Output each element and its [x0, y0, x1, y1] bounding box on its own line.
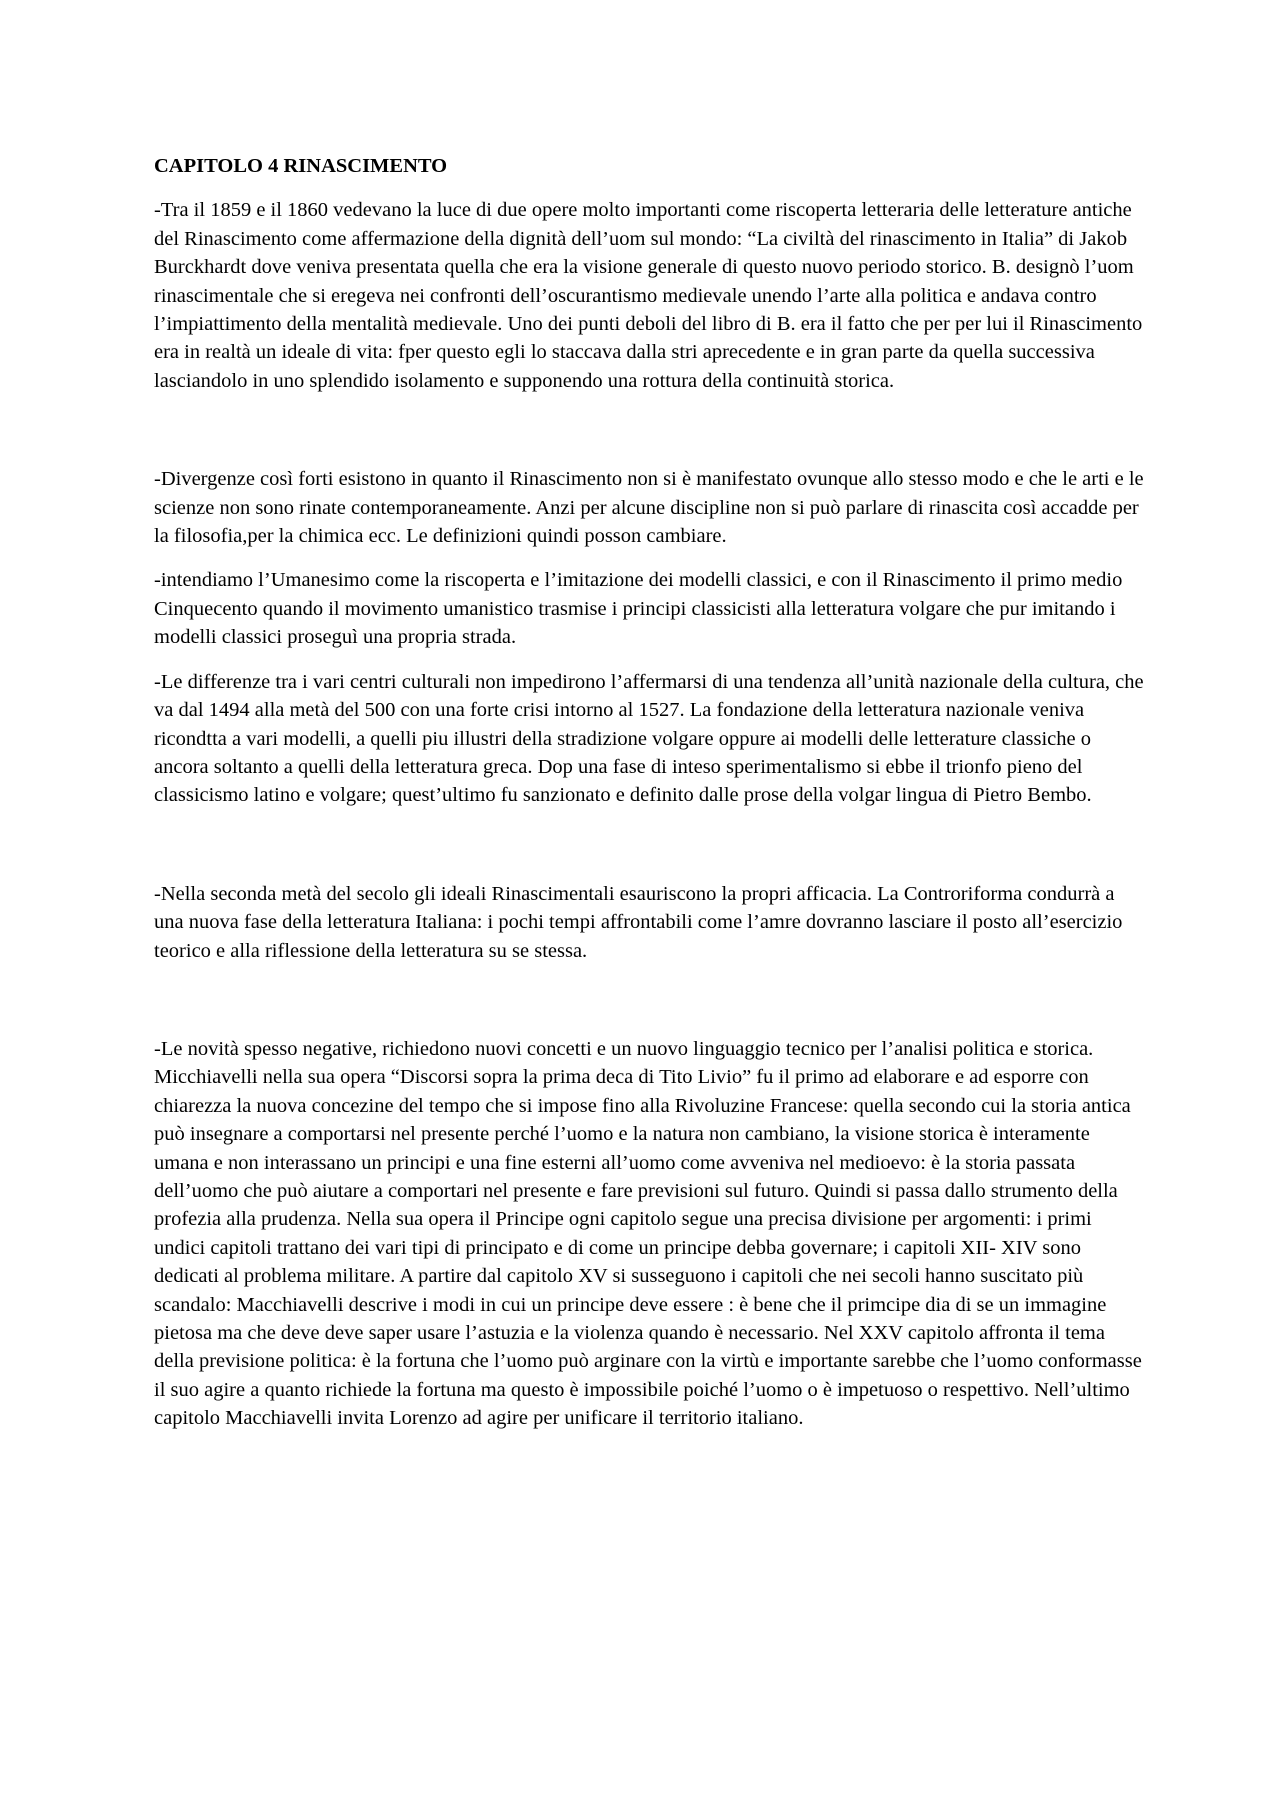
paragraph-machiavelli: -Le novità spesso negative, richiedono nuovi concetti e un nuovo linguaggio tecnico per l’analisi politica e storica. Micchiavelli nella sua opera “Discorsi sopra la prima deca di Tito Livio” fu il primo ad elaborare e ad esporre con chiarezza la nuova concezine del tempo che si impose fino alla Rivoluzine Francese: quella secondo cui la storia antica può insegnare a comportarsi nel presente perché l’uomo e la natura non cambiano, la visione storica è interamente umana e non interassano un principi e una fine esterni all’uomo come avveniva nel medioevo: è la storia passata dell’uomo che può aiutare a comportari nel presente e fare previsioni sul futuro. Quindi si passa dallo strumento della profezia alla prudenza. Nella sua opera il Principe ogni capitolo segue una precisa divisione per argomenti: i primi undici capitoli trattano dei vari tipi di principato e di come un principe debba governare; i capitoli XII- XIV sono dedicati al problema militare. A partire dal capitolo XV si susseguono i capitoli che nei secoli hanno suscitato più scandalo: Macchiavelli descrive i modi in cui un principe deve essere : è bene che il primcipe dia di se un immagine pietosa ma che deve deve saper usare l’astuzia e la violenza quando è necessario. Nel XXV capitolo affronta il tema della previsione politica: è la fortuna che l’uomo può arginare con la virtù e importante sarebbe che l’uomo conformasse il suo agire a quanto richiede la fortuna ma questo è impossibile poiché l’uomo o è impetuoso o respettivo. Nell’ultimo capitolo Macchiavelli invita Lorenzo ad agire per unificare il territorio italiano.: [154, 1037, 1142, 1430]
paragraph-differenze: -Le differenze tra i vari centri culturali non impedirono l’affermarsi di una tendenza all’unità nazionale della cultura, che va dal 1494 alla metà del 500 con una forte crisi intorno al 1527. La fondazione della letteratura nazionale veniva ricondtta a vari modelli, a quelli piu illustri della stradizione volgare oppure ai modelli delle letterature classiche o ancora soltanto a quelli della letteratura greca. Dop una fase di inteso sperimentalismo si ebbe il trionfo pieno del classicismo latino e volgare; quest’ultimo fu sanzionato e definito dalle prose della volgar lingua di Pietro Bembo.: [154, 670, 1144, 807]
paragraph-controriforma: -Nella seconda metà del secolo gli ideali Rinascimentali esauriscono la propri afficacia. La Controriforma condurrà a una nuova fase della letteratura Italiana: i pochi tempi affrontabili come l’amre dovranno lasciare il posto all’esercizio teorico e alla riflessione della letteratura su se stessa.: [154, 882, 1123, 962]
paragraph-divergenze: -Divergenze così forti esistono in quanto il Rinascimento non si è manifestato ovunque allo stesso modo e che le arti e le scienze non sono rinate contemporaneamente. Anzi per alcune discipline non si può parlare di rinascita così accadde per la filosofia,per la chimica ecc. Le definizioni quindi posson cambiare.: [154, 468, 1144, 548]
paragraph-umanesimo: -intendiamo l’Umanesimo come la riscoperta e l’imitazione dei modelli classici, e con il Rinascimento il primo medio Cinquecento quando il movimento umanistico trasmise i principi classicisti alla letteratura volgare che pur imitando i modelli classici proseguì una propria strada.: [154, 569, 1123, 649]
document-page: [154, 152, 1144, 1449]
paragraph-burckhardt: -Tra il 1859 e il 1860 vedevano la luce di due opere molto importanti come riscoperta letteraria delle letterature antiche del Rinascimento come affermazione della dignità dell’uom sul mondo: “La civiltà del rinascimento in Italia” di Jakob Burckhardt dove veniva presentata quella che era la visione generale di questo nuovo periodo storico. B. designò l’uom rinascimentale che si eregeva nei confronti dell’oscurantismo medievale unendo l’arte alla politica e andava contro l’impiattimento della mentalità medievale. Uno dei punti deboli del libro di B. era il fatto che per per lui il Rinascimento era in realtà un ideale di vita: fper questo egli lo staccava dalla stri aprecedente e in gran parte da quella successiva lasciandolo in uno splendido isolamento e supponendo una rottura della continuità storica.: [154, 199, 1143, 392]
document-title: CAPITOLO 4 RINASCIMENTO: [154, 155, 448, 177]
